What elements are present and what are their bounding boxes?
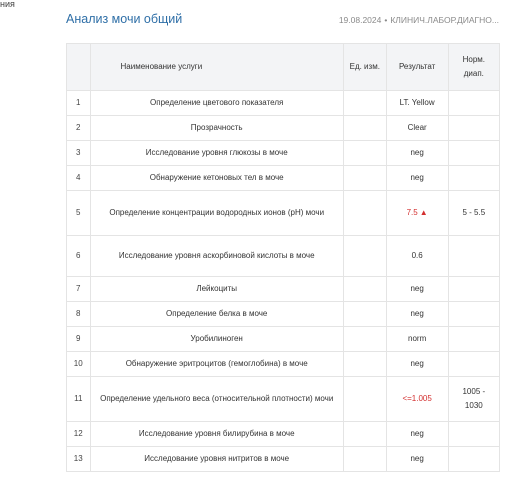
table-row[interactable] [67, 91, 500, 116]
service-name: Определение удельного веса (относительной плотности) мочи [90, 377, 343, 422]
result-text: 7.5 [406, 208, 418, 217]
table-row[interactable] [67, 236, 500, 277]
table-row[interactable] [67, 327, 500, 352]
test-date: 19.08.2024 [338, 15, 382, 25]
service-name: Обнаружение кетоновых тел в моче [90, 166, 343, 191]
row-number: 10 [67, 352, 91, 377]
service-name: Прозрачность [90, 116, 343, 141]
result-text: 0.6 [411, 251, 423, 260]
table-row[interactable] [67, 352, 500, 377]
result-value [386, 191, 448, 236]
norm-range [448, 352, 499, 377]
result-value [386, 447, 448, 472]
result-text: neg [410, 148, 424, 157]
service-name: Обнаружение эритроцитов (гемоглобина) в моче [90, 352, 343, 377]
result-value [386, 377, 448, 422]
result-text: neg [410, 309, 424, 318]
result-text: neg [410, 284, 424, 293]
table-row[interactable] [67, 116, 500, 141]
table-row[interactable] [67, 377, 500, 422]
col-norm-header: Норм. диап. [448, 44, 499, 91]
unit-cell [343, 191, 386, 236]
row-number: 1 [67, 91, 91, 116]
results-table [66, 43, 500, 472]
unit-cell [343, 327, 386, 352]
table-row[interactable] [67, 422, 500, 447]
unit-cell [343, 116, 386, 141]
test-meta [339, 15, 499, 25]
result-value [386, 141, 448, 166]
result-value [386, 91, 448, 116]
table-row[interactable] [67, 277, 500, 302]
service-name: Уробилиноген [90, 327, 343, 352]
result-text: LT. Yellow [399, 98, 435, 107]
norm-range [448, 447, 499, 472]
norm-range [448, 302, 499, 327]
norm-range [448, 277, 499, 302]
result-value [386, 422, 448, 447]
row-number: 12 [67, 422, 91, 447]
table-header-row [67, 44, 500, 91]
row-number: 13 [67, 447, 91, 472]
unit-cell [343, 422, 386, 447]
breadcrumb: ния [0, 0, 15, 9]
row-number: 6 [67, 236, 91, 277]
result-value [386, 236, 448, 277]
norm-range [448, 116, 499, 141]
row-number: 8 [67, 302, 91, 327]
norm-range [448, 327, 499, 352]
unit-cell [343, 277, 386, 302]
norm-range: 1005 - 1030 [448, 377, 499, 422]
page-title: Анализ мочи общий [66, 12, 183, 26]
service-name: Определение концентрации водородных ионов (pH) мочи [90, 191, 343, 236]
norm-range: 5 - 5.5 [448, 191, 499, 236]
result-text: neg [410, 359, 424, 368]
norm-range [448, 141, 499, 166]
row-number: 9 [67, 327, 91, 352]
lab-name: КЛИНИЧ.ЛАБОР.ДИАГНО... [390, 15, 499, 25]
unit-cell [343, 302, 386, 327]
row-number: 3 [67, 141, 91, 166]
col-result-header: Результат [386, 44, 448, 91]
result-text: norm [408, 334, 427, 343]
norm-range [448, 236, 499, 277]
table-row[interactable] [67, 166, 500, 191]
row-number: 11 [67, 377, 91, 422]
result-value [386, 302, 448, 327]
service-name: Исследование уровня глюкозы в моче [90, 141, 343, 166]
separator-dot: • [384, 15, 388, 25]
service-name: Исследование уровня нитритов в моче [90, 447, 343, 472]
unit-cell [343, 91, 386, 116]
service-name: Исследование уровня билирубина в моче [90, 422, 343, 447]
col-name-header: Наименование услуги [90, 44, 343, 91]
result-text: <=1.005 [402, 394, 432, 403]
result-text: neg [410, 173, 424, 182]
col-unit-header: Ед. изм. [343, 44, 386, 91]
row-number: 4 [67, 166, 91, 191]
result-value [386, 166, 448, 191]
table-row[interactable] [67, 302, 500, 327]
unit-cell [343, 352, 386, 377]
result-value [386, 327, 448, 352]
result-value [386, 116, 448, 141]
unit-cell [343, 141, 386, 166]
unit-cell [343, 447, 386, 472]
result-value [386, 277, 448, 302]
service-name: Определение белка в моче [90, 302, 343, 327]
service-name: Исследование уровня аскорбиновой кислоты в моче [90, 236, 343, 277]
row-number: 5 [67, 191, 91, 236]
norm-range [448, 166, 499, 191]
result-text: Clear [407, 123, 427, 132]
table-row[interactable] [67, 191, 500, 236]
unit-cell [343, 236, 386, 277]
norm-range [448, 422, 499, 447]
col-num-header [67, 44, 91, 91]
row-number: 2 [67, 116, 91, 141]
result-value [386, 352, 448, 377]
service-name: Лейкоциты [90, 277, 343, 302]
row-number: 7 [67, 277, 91, 302]
table-row[interactable] [67, 447, 500, 472]
table-row[interactable] [67, 141, 500, 166]
unit-cell [343, 377, 386, 422]
triangle-up-icon: ▲ [419, 208, 428, 217]
norm-range [448, 91, 499, 116]
unit-cell [343, 166, 386, 191]
result-text: neg [410, 429, 424, 438]
result-text: neg [410, 454, 424, 463]
service-name: Определение цветового показателя [90, 91, 343, 116]
